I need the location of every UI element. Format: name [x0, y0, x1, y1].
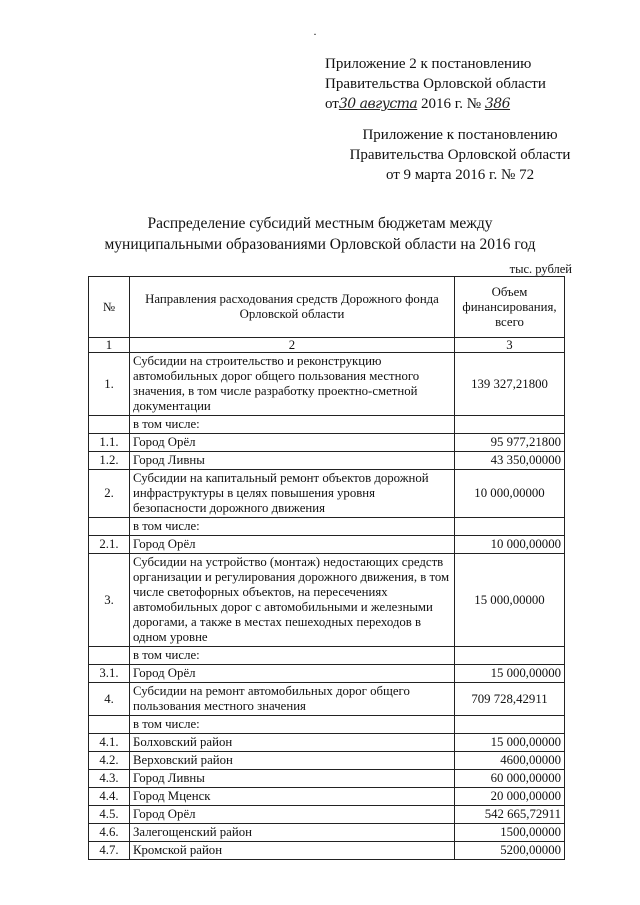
- row-description: Субсидии на капитальный ремонт объектов дорожной инфраструктуры в целях повышения уровня безопасности дорожного движения: [130, 470, 455, 518]
- row-amount: 15 000,00000: [455, 734, 565, 752]
- table-row: [89, 416, 565, 434]
- header2-line-1: Приложение к постановлению: [362, 127, 558, 143]
- row-amount: 15 000,00000: [455, 554, 565, 647]
- header2-line-2: Правительства Орловской области: [349, 147, 571, 163]
- row-amount: 1500,00000: [455, 824, 565, 842]
- row-number: 4.4.: [89, 788, 130, 806]
- row-number: 4.1.: [89, 734, 130, 752]
- title-line-1: Распределение субсидий местным бюджетам между: [147, 215, 493, 232]
- header-line-1: Приложение 2 к постановлению: [325, 56, 532, 72]
- appendix-header: [325, 54, 625, 114]
- row-description: Город Орёл: [130, 665, 455, 683]
- table-row: [89, 770, 565, 788]
- row-number: 4.3.: [89, 770, 130, 788]
- row-description: Субсидии на ремонт автомобильных дорог общего пользования местного значения: [130, 683, 455, 716]
- row-description: Залегощенский район: [130, 824, 455, 842]
- table-row: [89, 752, 565, 770]
- row-description: Верховский район: [130, 752, 455, 770]
- row-amount: 43 350,00000: [455, 452, 565, 470]
- row-description: Город Ливны: [130, 770, 455, 788]
- header-num: №: [89, 277, 130, 338]
- row-amount: 95 977,21800: [455, 434, 565, 452]
- row-number: [89, 416, 130, 434]
- table-row: [89, 353, 565, 416]
- title-line-2: муниципальными образованиями Орловской области на 2016 год: [104, 236, 536, 253]
- row-number: [89, 518, 130, 536]
- row-number: 4.5.: [89, 806, 130, 824]
- row-amount: 542 665,72911: [455, 806, 565, 824]
- table-row: [89, 470, 565, 518]
- table-row: [89, 788, 565, 806]
- row-amount: [455, 416, 565, 434]
- table-row: [89, 806, 565, 824]
- row-amount: 139 327,21800: [455, 353, 565, 416]
- row-amount: 5200,00000: [455, 842, 565, 860]
- row-number: 3.1.: [89, 665, 130, 683]
- handwritten-number: 386: [484, 96, 511, 112]
- table-row: [89, 665, 565, 683]
- header-date-line: [325, 94, 625, 114]
- row-description: в том числе:: [130, 518, 455, 536]
- date-prefix: от: [325, 96, 339, 112]
- date-suffix: 2016 г. №: [421, 96, 482, 112]
- table-row: [89, 518, 565, 536]
- row-description: Субсидии на устройство (монтаж) недостающих средств организации и регулирования дорожного движения, в том числе светофорных объектов, на пересечениях автомобильных дорог с автомобильными и железными дорогами, а также в местах пешеходных переходов в одном уровне: [130, 554, 455, 647]
- row-amount: [455, 716, 565, 734]
- header-amount: Объем финансирования, всего: [455, 277, 565, 338]
- col-index-1: 1: [89, 338, 130, 353]
- row-number: 4.7.: [89, 842, 130, 860]
- document-title: [0, 213, 640, 255]
- row-number: 2.: [89, 470, 130, 518]
- row-number: 4.6.: [89, 824, 130, 842]
- row-description: Кромской район: [130, 842, 455, 860]
- row-amount: 10 000,00000: [455, 536, 565, 554]
- row-description: Город Мценск: [130, 788, 455, 806]
- row-number: 2.1.: [89, 536, 130, 554]
- row-description: в том числе:: [130, 416, 455, 434]
- table-row: [89, 647, 565, 665]
- row-amount: 4600,00000: [455, 752, 565, 770]
- table-row: [89, 842, 565, 860]
- header2-line-3: от 9 марта 2016 г. № 72: [385, 167, 535, 183]
- appendix-header-2: [330, 125, 590, 185]
- column-index-row: [89, 338, 565, 353]
- col-index-2: 2: [130, 338, 455, 353]
- row-amount: 10 000,00000: [455, 470, 565, 518]
- table-row: [89, 734, 565, 752]
- row-description: Город Орёл: [130, 536, 455, 554]
- table-row: [89, 536, 565, 554]
- header-desc: Направления расходования средств Дорожного фонда Орловской области: [130, 277, 455, 338]
- row-number: [89, 716, 130, 734]
- table-row: [89, 434, 565, 452]
- subsidy-table: [88, 276, 565, 860]
- row-number: 1.2.: [89, 452, 130, 470]
- table-row: [89, 452, 565, 470]
- row-amount: 60 000,00000: [455, 770, 565, 788]
- row-number: 4.: [89, 683, 130, 716]
- header-line-2: Правительства Орловской области: [325, 76, 546, 92]
- row-description: в том числе:: [130, 647, 455, 665]
- table-row: [89, 554, 565, 647]
- row-number: 4.2.: [89, 752, 130, 770]
- row-amount: 20 000,00000: [455, 788, 565, 806]
- row-amount: 709 728,42911: [455, 683, 565, 716]
- row-number: 1.1.: [89, 434, 130, 452]
- row-description: в том числе:: [130, 716, 455, 734]
- unit-label: тыс. рублей: [509, 262, 572, 276]
- row-number: 3.: [89, 554, 130, 647]
- row-description: Город Орёл: [130, 434, 455, 452]
- table-row: [89, 824, 565, 842]
- table-row: [89, 683, 565, 716]
- row-amount: [455, 647, 565, 665]
- row-description: Город Орёл: [130, 806, 455, 824]
- handwritten-date: 30 августа: [338, 96, 418, 112]
- table-header-row: [89, 277, 565, 338]
- row-description: Болховский район: [130, 734, 455, 752]
- row-description: Город Ливны: [130, 452, 455, 470]
- row-amount: 15 000,00000: [455, 665, 565, 683]
- row-description: Субсидии на строительство и реконструкцию автомобильных дорог общего пользования местного значения, в том числе разработку проектно-сметной документации: [130, 353, 455, 416]
- row-amount: [455, 518, 565, 536]
- table-row: [89, 716, 565, 734]
- row-number: [89, 647, 130, 665]
- page-mark: ·: [313, 27, 317, 41]
- row-number: 1.: [89, 353, 130, 416]
- col-index-3: 3: [455, 338, 565, 353]
